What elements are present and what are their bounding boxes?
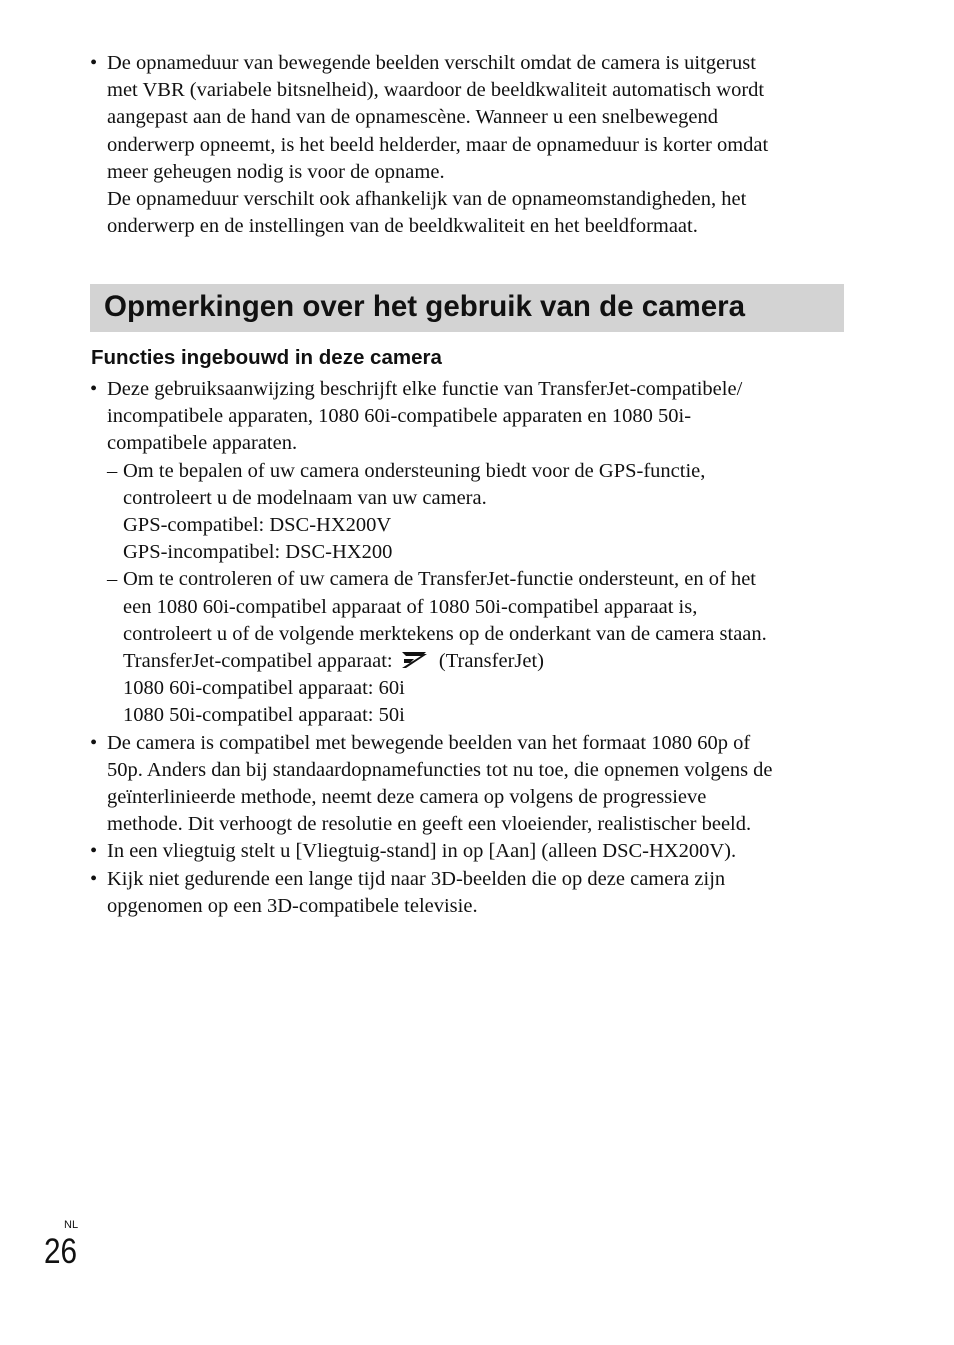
bullet-marker: • — [90, 867, 98, 890]
text-line: De camera is compatibel met bewegende beelden van het formaat 1080 60p of — [107, 731, 751, 754]
section-heading-bar — [90, 284, 844, 332]
text-line: onderwerp en de instellingen van de beeldkwaliteit en het beeldformaat. — [107, 215, 698, 238]
dash-marker: – — [107, 568, 118, 591]
text-line: Om te bepalen of uw camera ondersteuning biedt voor de GPS-functie, — [123, 459, 706, 482]
text-line: De opnameduur verschilt ook afhankelijk van de opnameomstandigheden, het — [107, 188, 747, 211]
dash-marker: – — [107, 459, 118, 482]
transferjet-icon — [400, 651, 428, 669]
text-line: aangepast aan de hand van de opnamescène. Wanneer u een snelbewegend — [107, 106, 718, 129]
bullet-marker: • — [90, 840, 98, 863]
text-line: De opnameduur van bewegende beelden verschilt omdat de camera is uitgerust — [107, 52, 756, 74]
text-line: een 1080 60i-compatibel apparaat of 1080 50i-compatibel apparaat is, — [123, 595, 698, 618]
bullet-item — [90, 866, 850, 920]
bullet-item — [90, 730, 850, 839]
transferjet-name: (TransferJet) — [438, 650, 545, 673]
text-line: onderwerp opneemt, is het beeld helderder, maar de opnameduur is korter omdat — [107, 133, 769, 156]
transferjet-label: TransferJet-compatibel apparaat: — [123, 650, 393, 673]
text-line: GPS-incompatibel: DSC-HX200 — [123, 541, 393, 564]
text-line: In een vliegtuig stelt u [Vliegtuig-stand] in op [Aan] (alleen DSC-HX200V). — [107, 840, 737, 863]
bullet-marker: • — [90, 731, 98, 754]
bullet-item — [90, 376, 850, 458]
text-line: Kijk niet gedurende een lange tijd naar 3D-beelden die op deze camera zijn — [107, 867, 726, 890]
dash-item-gps — [90, 458, 850, 567]
features-list — [90, 376, 850, 920]
text-line: incompatibele apparaten, 1080 60i-compatibele apparaten en 1080 50i- — [107, 405, 692, 428]
bullet-marker: • — [90, 378, 98, 400]
text-line: 1080 50i-compatibel apparaat: 50i — [123, 704, 405, 727]
text-line: controleert u de modelnaam van uw camera. — [123, 486, 487, 509]
bullet-item — [90, 50, 850, 240]
text-line: opgenomen op een 3D-compatibele televisie. — [107, 894, 478, 917]
bullet-marker: • — [90, 52, 98, 74]
text-line: meer geheugen nodig is voor de opname. — [107, 160, 445, 183]
text-line: geïnterlinieerde methode, neemt deze camera op volgens de progressieve — [107, 786, 707, 809]
text-line: compatibele apparaten. — [107, 432, 298, 455]
text-line: 1080 60i-compatibel apparaat: 60i — [123, 677, 405, 700]
text-line: Om te controleren of uw camera de TransferJet-functie ondersteunt, en of het — [123, 568, 756, 591]
language-code: NL — [64, 1219, 79, 1231]
text-line: GPS-compatibel: DSC-HX200V — [123, 514, 392, 537]
bullet-item — [90, 838, 850, 865]
transferjet-line — [123, 648, 850, 675]
dash-item-transferjet — [90, 566, 850, 729]
text-line: methode. Dit verhoogt de resolutie en geeft een vloeiender, realistischer beeld. — [107, 813, 752, 836]
intro-bullet-block — [90, 50, 850, 240]
page-number: 26 — [44, 1232, 78, 1271]
subheading: Functies ingebouwd in deze camera — [91, 346, 442, 369]
text-line: met VBR (variabele bitsnelheid), waardoor de beeldkwaliteit automatisch wordt — [107, 79, 765, 102]
text-line: Deze gebruiksaanwijzing beschrijft elke functie van TransferJet-compatibele/ — [107, 378, 743, 400]
text-line: 50p. Anders dan bij standaardopnamefuncties tot nu toe, die opnemen volgens de — [107, 758, 773, 781]
section-title: Opmerkingen over het gebruik van de camera — [104, 290, 746, 323]
text-line: controleert u of de volgende merktekens op de onderkant van de camera staan. — [123, 622, 767, 645]
